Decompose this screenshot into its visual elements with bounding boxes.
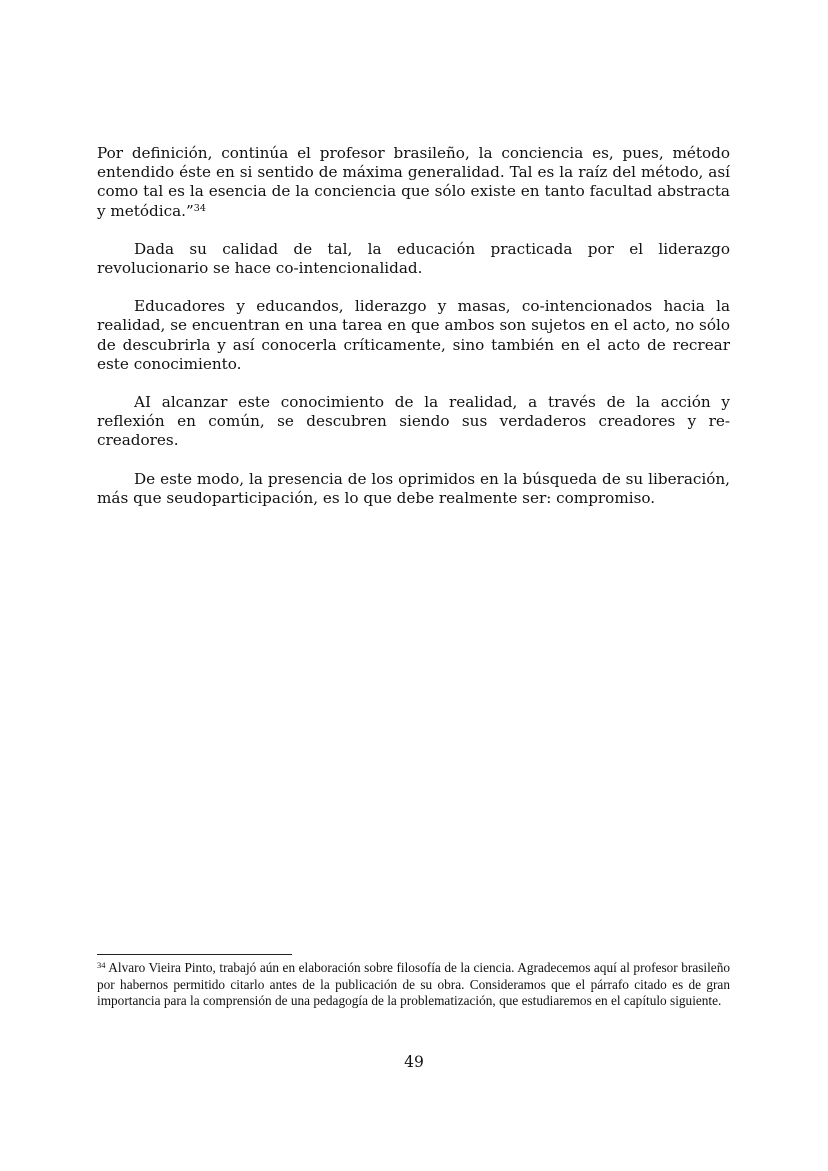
footnote-reference[interactable]: 34 [193, 202, 206, 214]
paragraph-1 [97, 144, 730, 221]
page-number: 49 [404, 1053, 424, 1071]
body-text [97, 144, 730, 527]
paragraph-3: Educadores y educandos, liderazgo y masas, co-intencionados hacia la realidad, se encuentran en una tarea en que ambos son sujetos en el acto, no sólo de descubrirla y así conocerla críticamente, sino también en el acto de recrear este conocimiento. [97, 297, 730, 373]
footnote-separator [97, 954, 292, 955]
paragraph-1-text: Por definición, continúa el profesor brasileño, la conciencia es, pues, método entendido éste en si sentido de máxima generalidad. Tal es la raíz del método, así como tal es la esencia de la conciencia que sólo existe en tanto facultad abstracta y metódica.” [97, 144, 730, 220]
footnote-text: Alvaro Vieira Pinto, trabajó aún en elaboración sobre filosofía de la ciencia. Agradecemos aquí al profesor brasileño por habernos permitido citarlo antes de la publicación de su obra. Consideramos que el párrafo citado es de gran importancia para la comprensión de una pedagogía de la problematización, que estudiaremos en el capítulo siguiente. [97, 960, 731, 1009]
footnote-marker: 34 [97, 960, 106, 970]
footnote [97, 960, 730, 1010]
paragraph-5: De este modo, la presencia de los oprimidos en la búsqueda de su liberación, más que seudoparticipación, es lo que debe realmente ser: compromiso. [97, 469, 730, 507]
paragraph-2: Dada su calidad de tal, la educación practicada por el liderazgo revolucionario se hace co-intencionalidad. [97, 239, 730, 278]
paragraph-4: AI alcanzar este conocimiento de la realidad, a través de la acción y reflexión en común, se descubren siendo sus verdaderos creadores y re-creadores. [97, 393, 730, 450]
